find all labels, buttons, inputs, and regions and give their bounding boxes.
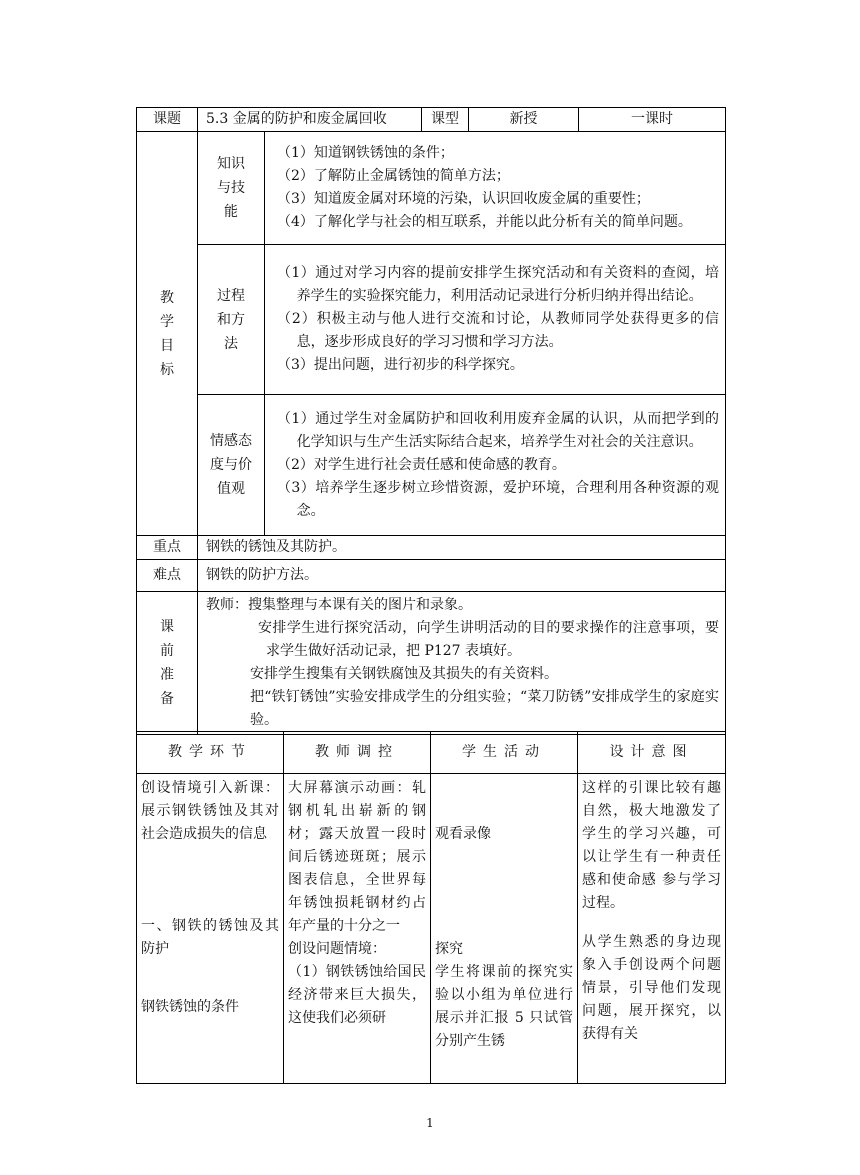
topic-label: 课题 xyxy=(137,108,198,132)
preparation-line: 把“铁钉锈蚀”实验安排成学生的分组实验；“菜刀防锈”安排成学生的家庭实验。 xyxy=(250,689,719,728)
objective-group-items xyxy=(265,132,726,245)
teaching-step-text: 一、钢铁的锈蚀及其防护 xyxy=(141,918,279,957)
objectives-label xyxy=(137,132,198,536)
teacher-control-cell xyxy=(284,774,431,1084)
teacher-control-text: 创设问题情境： xyxy=(288,941,386,957)
objective-group-label xyxy=(198,395,265,536)
objective-item: （3）培养学生逐步树立珍惜资源，爱护环境，合理利用各种资源的观念。 xyxy=(277,479,719,519)
objective-group-items xyxy=(265,395,726,536)
design-intent-text: 这样的引课比较有趣自然，极大地激发了学生的学习兴趣，可以让学生有一种责任感和使命感 参与学习过程。 xyxy=(582,780,721,911)
key-point-text: 钢铁的锈蚀及其防护。 xyxy=(198,536,726,560)
objective-item: （2）积极主动与他人进行交流和讨论，从教师同学处获得更多的信息，逐步形成良好的学习习惯和学习方法。 xyxy=(277,311,719,350)
difficulty-text: 钢铁的防护方法。 xyxy=(198,560,726,592)
objective-item: （2）了解防止金属锈蚀的简单方法； xyxy=(277,168,510,184)
preparation-line: 安排学生搜集有关钢铁腐蚀及其损失的有关资料。 xyxy=(250,666,558,682)
objective-group-label-text: 过程和方法 xyxy=(217,287,245,352)
student-activity-text: 观看录像 xyxy=(435,826,491,842)
lesson-hours: 一课时 xyxy=(579,108,726,132)
design-intent-cell xyxy=(578,774,726,1084)
objective-item: （1）通过对学习内容的提前安排学生探究活动和有关资料的查阅，培养学生的实验探究能力，利用活动记录进行分析归纳并得出结论。 xyxy=(277,265,719,304)
student-activity-text: 学生将课前的探究实验以小组为单位进行展示并汇报 5 只试管分别产生锈 xyxy=(435,964,573,1049)
preparation-label-text: 课前准备 xyxy=(160,619,174,707)
objective-group-label-text: 情感态度与价值观 xyxy=(210,433,252,497)
header-student-activity: 学生活动 xyxy=(431,732,578,774)
teaching-step-text: 创设情境引入新课：展示钢铁锈蚀及其对社会造成损失的信息 xyxy=(141,780,279,842)
preparation-line: 安排学生进行探究活动，向学生讲明活动的目的要求操作的注意事项，要求学生做好活动记录，把 P127 表填好。 xyxy=(258,620,719,659)
objective-group-label xyxy=(198,132,265,245)
objective-item: （2）对学生进行社会责任感和使命感的教育。 xyxy=(277,456,566,473)
design-intent-text: 从学生熟悉的身边现象入手创设两个问题情景，引导他们发现问题，展开探究，以获得有关 xyxy=(582,934,721,1042)
objectives-label-text: 教学目标 xyxy=(160,289,174,378)
header-teacher-control: 教师调控 xyxy=(284,732,431,774)
header-design-intent: 设计意图 xyxy=(578,732,726,774)
preparation-label xyxy=(137,592,198,735)
lesson-type-label: 课型 xyxy=(422,108,469,132)
header-teaching-step: 教学环节 xyxy=(137,732,284,774)
objective-group-label-text: 知识与技能 xyxy=(217,156,245,220)
teaching-step-text: 钢铁锈蚀的条件 xyxy=(141,999,239,1015)
objective-item: （1）通过学生对金属防护和回收利用废弃金属的认识，从而把学到的化学知识与生产生活实际结合起来，培养学生对社会的关注意识。 xyxy=(277,410,719,450)
objective-group-items xyxy=(265,245,726,395)
lesson-type: 新授 xyxy=(469,108,579,132)
preparation-line: 教师：搜集整理与本课有关的图片和录象。 xyxy=(206,597,472,613)
student-activity-cell xyxy=(431,774,578,1084)
teaching-step-cell xyxy=(137,774,284,1084)
objective-group-label xyxy=(198,245,265,395)
objective-item: （3）知道废金属对环境的污染，认识回收废金属的重要性； xyxy=(277,191,650,207)
student-activity-text: 探究 xyxy=(435,941,463,957)
page-number: 1 xyxy=(426,1116,434,1130)
key-point-label: 重点 xyxy=(137,536,198,560)
lesson-info-table xyxy=(136,107,726,735)
objective-item: （1）知道钢铁锈蚀的条件； xyxy=(277,145,454,161)
topic-title: 5.3 金属的防护和废金属回收 xyxy=(198,108,422,132)
objective-item: （4）了解化学与社会的相互联系，并能以此分析有关的简单问题。 xyxy=(277,214,692,230)
difficulty-label: 难点 xyxy=(137,560,198,592)
objective-item: （3）提出问题，进行初步的科学探究。 xyxy=(277,357,524,373)
teacher-control-text: （1）钢铁锈蚀给国民经济带来巨大损失，这使我们必须研 xyxy=(288,964,426,1026)
teaching-process-table xyxy=(136,731,726,1084)
teacher-control-text: 大屏幕演示动画：轧钢机轧出崭新的钢材；露天放置一段时间后锈迹斑斑；展示图表信息，全世界每年锈蚀损耗钢材约占年产量的十分之一 xyxy=(288,780,426,934)
preparation-content xyxy=(198,592,726,735)
